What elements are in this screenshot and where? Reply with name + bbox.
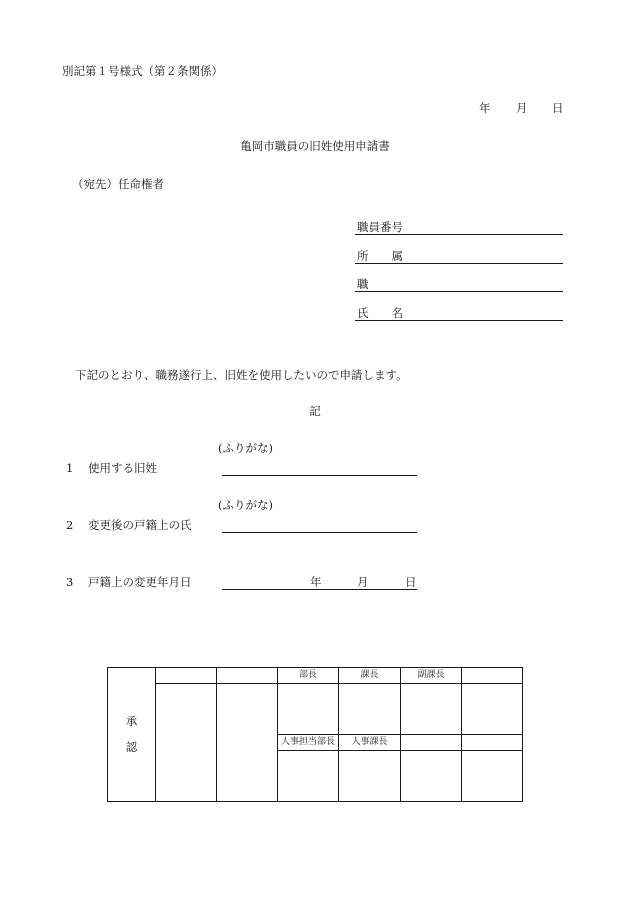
approval-header-bucho: 部長 [278,668,339,684]
date-year: 年 [479,101,491,115]
affiliation-label: 所 属 [357,249,403,263]
approval-table [107,667,523,802]
approval-stamp-blank-3[interactable] [462,684,523,735]
approval-header-blank-1 [156,668,217,684]
position-field[interactable] [355,291,563,292]
approval-label-bottom: 認 [125,739,138,754]
staff-number-label: 職員番号 [357,220,403,234]
item-2-label: 変更後の戸籍上の氏 [88,518,192,532]
approval-header-fukukacho: 副課長 [401,668,462,684]
approval-stamp-blank-5[interactable] [462,751,523,802]
name-label: 氏 名 [357,306,403,320]
approval-header-jinji-buncho: 人事担当部長 [278,735,339,751]
approval-header-blank-4 [401,735,462,751]
approval-header-blank-3 [462,668,523,684]
approval-header-jinji-kacho: 人事課長 [339,735,401,751]
approval-stamp-bucho[interactable] [278,684,339,735]
item-1-label: 使用する旧姓 [88,461,157,475]
item-2-furigana: (ふりがな) [218,498,273,512]
approval-stamp-blank-2[interactable] [217,684,278,802]
approval-stamp-fukukacho[interactable] [401,684,462,735]
approval-label-cell [108,668,156,802]
approval-header-blank-2 [217,668,278,684]
addressee: （宛先）任命権者 [72,177,164,191]
item-2-number: 2 [66,518,74,532]
item-3-number: 3 [66,575,74,589]
date-month: 月 [516,101,528,115]
item-3-month: 月 [357,575,369,589]
item-1-field[interactable] [222,475,417,476]
staff-number-field[interactable] [355,234,563,235]
statement: 下記のとおり、職務遂行上、旧姓を使用したいので申請します。 [75,368,408,382]
approval-stamp-kacho[interactable] [339,684,401,735]
item-3-year: 年 [310,575,322,589]
approval-stamp-jinji-kacho[interactable] [339,751,401,802]
item-3-label: 戸籍上の変更年月日 [88,575,192,589]
position-label: 職 [357,277,369,291]
approval-stamp-blank-4[interactable] [401,751,462,802]
date-day: 日 [552,101,564,115]
ki-heading: 記 [309,404,321,418]
approval-stamp-jinji-buncho[interactable] [278,751,339,802]
form-label: 別記第１号様式（第２条関係） [62,64,223,78]
approval-header-blank-5 [462,735,523,751]
name-field[interactable] [355,320,563,321]
approval-header-kacho: 課長 [339,668,401,684]
document-title: 亀岡市職員の旧姓使用申請書 [240,139,390,153]
item-2-field[interactable] [222,532,417,533]
approval-label-top: 承 [125,714,138,729]
item-3-day: 日 [405,575,417,589]
item-3-field[interactable] [222,589,417,590]
approval-stamp-blank-1[interactable] [156,684,217,802]
affiliation-field[interactable] [355,263,563,264]
item-1-number: 1 [66,461,74,475]
item-1-furigana: (ふりがな) [218,441,273,455]
